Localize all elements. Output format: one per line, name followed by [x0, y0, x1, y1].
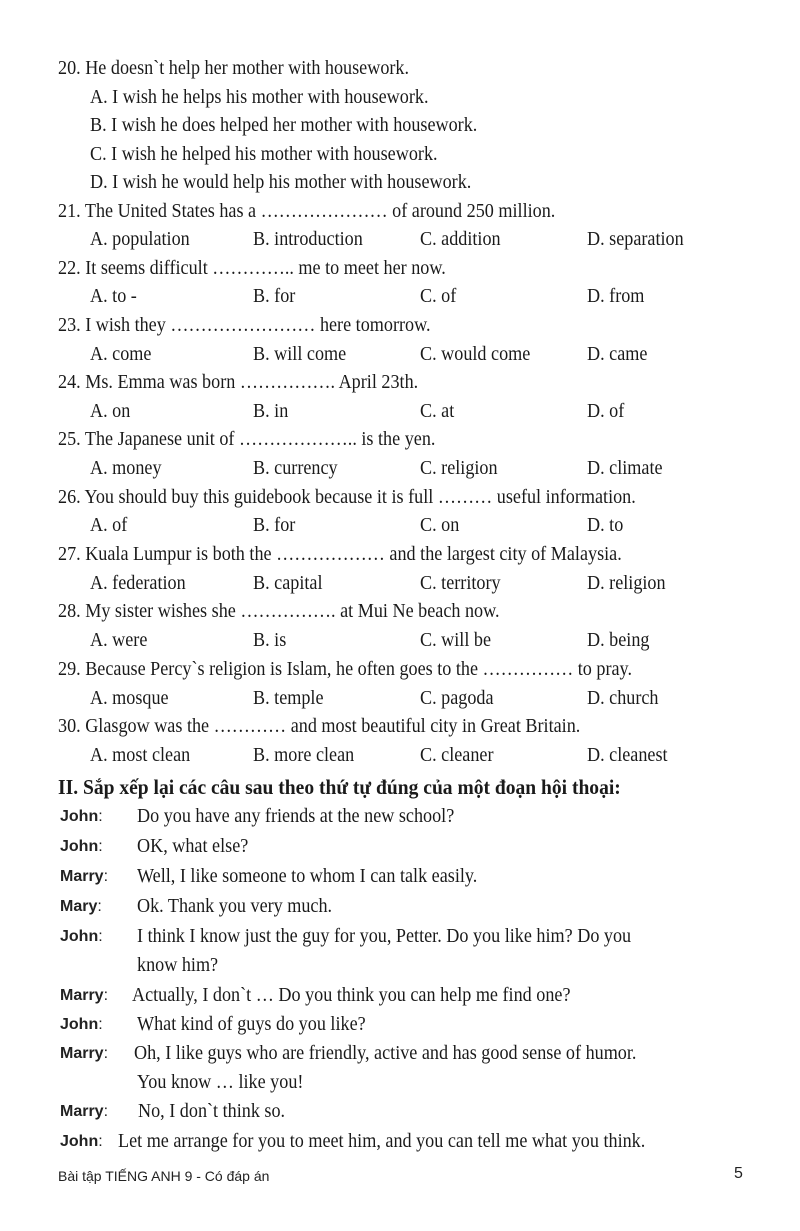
speaker-name: John: — [60, 1016, 103, 1033]
speaker-name: John: — [60, 928, 103, 945]
question-22 — [58, 254, 711, 283]
question-20 — [58, 54, 711, 83]
option-b: B. I wish he does helped her mother with housework. — [90, 115, 478, 136]
question-26 — [58, 483, 711, 512]
question-number: 29. — [58, 659, 81, 680]
options-row — [90, 340, 770, 369]
option-a: A. were — [90, 630, 148, 651]
option-a: A. mosque — [90, 688, 169, 709]
question-number: 25. — [58, 429, 81, 450]
dialogue-continuation: know him? — [137, 955, 219, 976]
options-row — [90, 454, 770, 483]
speaker-name: Marry: — [60, 1103, 109, 1120]
page-number: 5 — [734, 1165, 743, 1182]
speaker-name: John: — [60, 838, 103, 855]
question-text: He doesn`t help her mother with housework. — [85, 58, 410, 79]
options-row — [90, 626, 770, 655]
option-a: A. of — [90, 515, 128, 536]
option-a: A. money — [90, 458, 162, 479]
option-b: B. for — [253, 515, 296, 536]
question-30 — [58, 712, 711, 741]
option-c: C. territory — [420, 573, 501, 594]
option-c: C. at — [420, 401, 455, 422]
speaker-name: Marry: — [60, 1045, 109, 1062]
dialogue-text: OK, what else? — [137, 836, 249, 857]
speaker-name: Marry: — [60, 868, 109, 885]
options-row — [90, 569, 770, 598]
question-21 — [58, 197, 711, 226]
option-d: D. cleanest — [587, 745, 668, 766]
question-29 — [58, 655, 711, 684]
option-b: B. for — [253, 286, 296, 307]
question-27 — [58, 540, 711, 569]
option-d: D. from — [587, 286, 645, 307]
option-b: B. in — [253, 401, 289, 422]
dialogue-text: What kind of guys do you like? — [137, 1014, 366, 1035]
option-d: D. being — [587, 630, 650, 651]
dialogue-text: Oh, I like guys who are friendly, active and has good sense of humor. — [134, 1043, 637, 1064]
dialogue-text: Let me arrange for you to meet him, and you can tell me what you think. — [118, 1131, 646, 1152]
option-c: C. pagoda — [420, 688, 494, 709]
question-text: Kuala Lumpur is both the ……………… and the largest city of Malaysia. — [85, 544, 622, 565]
dialogue-continuation: You know … like you! — [137, 1072, 304, 1093]
question-number: 28. — [58, 601, 81, 622]
question-text: It seems difficult ………….. me to meet her now. — [85, 258, 446, 279]
option-d: D. separation — [587, 229, 684, 250]
option-a: A. I wish he helps his mother with housework. — [90, 87, 429, 108]
options-row — [90, 282, 770, 311]
question-number: 20. — [58, 58, 81, 79]
options-row — [90, 684, 770, 713]
question-text: You should buy this guidebook because it is full ……… useful information. — [84, 487, 636, 508]
option-b: B. will come — [253, 344, 347, 365]
question-number: 21. — [58, 201, 81, 222]
question-number: 23. — [58, 315, 81, 336]
options-row — [90, 225, 770, 254]
question-number: 27. — [58, 544, 81, 565]
dialogue-text: Ok. Thank you very much. — [137, 896, 333, 917]
option-c: C. addition — [420, 229, 501, 250]
option-c: C. religion — [420, 458, 498, 479]
dialogue-text: Well, I like someone to whom I can talk easily. — [137, 866, 478, 887]
option-b: B. currency — [253, 458, 338, 479]
option-d: D. climate — [587, 458, 663, 479]
option-b: B. introduction — [253, 229, 363, 250]
option-a: A. to - — [90, 286, 137, 307]
option-a: A. federation — [90, 573, 186, 594]
question-text: Ms. Emma was born ……………. April 23th. — [85, 372, 419, 393]
option-d: D. church — [587, 688, 659, 709]
option-d: D. of — [587, 401, 625, 422]
option-d: D. to — [587, 515, 624, 536]
question-text: Because Percy`s religion is Islam, he often goes to the …………… to pray. — [85, 659, 632, 680]
option-b: B. more clean — [253, 745, 355, 766]
dialogue-text: No, I don`t think so. — [138, 1101, 286, 1122]
options-row — [90, 511, 770, 540]
option-a: A. most clean — [90, 745, 191, 766]
option-a: A. on — [90, 401, 131, 422]
option-c: C. I wish he helped his mother with housework. — [90, 144, 438, 165]
speaker-name: John: — [60, 808, 103, 825]
question-text: My sister wishes she ……………. at Mui Ne beach now. — [85, 601, 500, 622]
options-row — [90, 741, 770, 770]
option-b: B. is — [253, 630, 287, 651]
question-text: Glasgow was the ………… and most beautiful city in Great Britain. — [85, 716, 581, 737]
option-c: C. will be — [420, 630, 492, 651]
question-number: 22. — [58, 258, 81, 279]
speaker-name: John: — [60, 1133, 103, 1150]
question-text: I wish they …………………… here tomorrow. — [85, 315, 431, 336]
option-c: C. on — [420, 515, 460, 536]
question-28 — [58, 597, 711, 626]
option-d: D. I wish he would help his mother with housework. — [90, 172, 472, 193]
speaker-name: Marry: — [60, 987, 109, 1004]
option-c: C. would come — [420, 344, 531, 365]
question-text: The United States has a ………………… of around 250 million. — [84, 201, 556, 222]
dialogue-text: Do you have any friends at the new school? — [137, 806, 455, 827]
question-number: 30. — [58, 716, 81, 737]
option-b: B. capital — [253, 573, 323, 594]
option-b: B. temple — [253, 688, 324, 709]
options-row — [90, 397, 770, 426]
option-c: C. cleaner — [420, 745, 494, 766]
speaker-name: Mary: — [60, 898, 102, 915]
option-a: A. population — [90, 229, 190, 250]
question-25 — [58, 425, 711, 454]
option-d: D. religion — [587, 573, 666, 594]
question-number: 26. — [58, 487, 81, 508]
question-number: 24. — [58, 372, 81, 393]
section-heading: II. Sắp xếp lại các câu sau theo thứ tự đúng của một đoạn hội thoại: — [58, 775, 621, 799]
question-23 — [58, 311, 711, 340]
option-d: D. came — [587, 344, 648, 365]
dialogue-text: Actually, I don`t … Do you think you can help me find one? — [132, 985, 571, 1006]
question-text: The Japanese unit of ……………….. is the yen. — [84, 429, 436, 450]
question-24 — [58, 368, 711, 397]
footer-book-title: Bài tập TIẾNG ANH 9 - Có đáp án — [58, 1168, 270, 1184]
dialogue-text: I think I know just the guy for you, Petter. Do you like him? Do you — [137, 926, 632, 947]
option-a: A. come — [90, 344, 152, 365]
option-c: C. of — [420, 286, 457, 307]
